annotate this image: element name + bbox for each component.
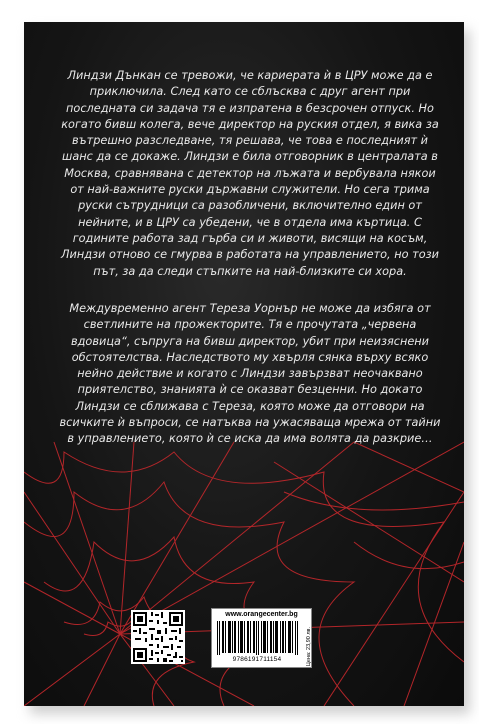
qr-code-icon (131, 610, 185, 664)
publisher-website: www.orangecenter.bg (225, 611, 298, 618)
price-label: Цена: 23,90 лв. (306, 627, 312, 667)
barcode-icon (217, 621, 299, 655)
isbn-number: 9786191711154 (232, 656, 282, 663)
barcode-label (211, 608, 312, 668)
description-paragraph-2: Междувременно агент Тереза Уорнър не може да избяга от светлините на прожекторите. Тя е прочутата „червена вдовица“, съпруга на бивш директор, убит при неизяснени обстоятелства. Наследството му хвърля сянка върху всяко нейно действие и когато с Линдзи завързват неочаквано приятелство, знанията ѝ се оказват безценни. Но докато Линдзи се сближава с Тереза, която може да отговори на всичките ѝ въпроси, се натъква на ужасяваща мрежа от тайни в управлението, която ѝ се иска да има волята да разкрие… (59, 302, 441, 446)
book-back-cover (24, 22, 464, 706)
description-paragraph-1: Линдзи Дънкан се тревожи, че кариерата ѝ в ЦРУ може да е приключила. След като се сблъсква с друг агент при последната си задача тя е изпратена в безсрочен отпуск. Но когато бивш колега, вече директор на руския отдел, я вика за вътрешно разследване, тя решава, че това е последният ѝ шанс да се докаже. Линдзи е била отговорник в централата в Москва, сравнявана с детектор на лъжата и вербувала някои от най-важните руски държавни служители. Но сега трима руски сътрудници са разобличени, включително един от нейните, и в ЦРУ са убедени, че в отдела има къртица. С годините работа зад гърба си и животи, висящи на косъм, Линдзи отново се гмурва в работата на управлението, но този път, за да следи стъпките на най-близките си хора. (61, 69, 439, 278)
